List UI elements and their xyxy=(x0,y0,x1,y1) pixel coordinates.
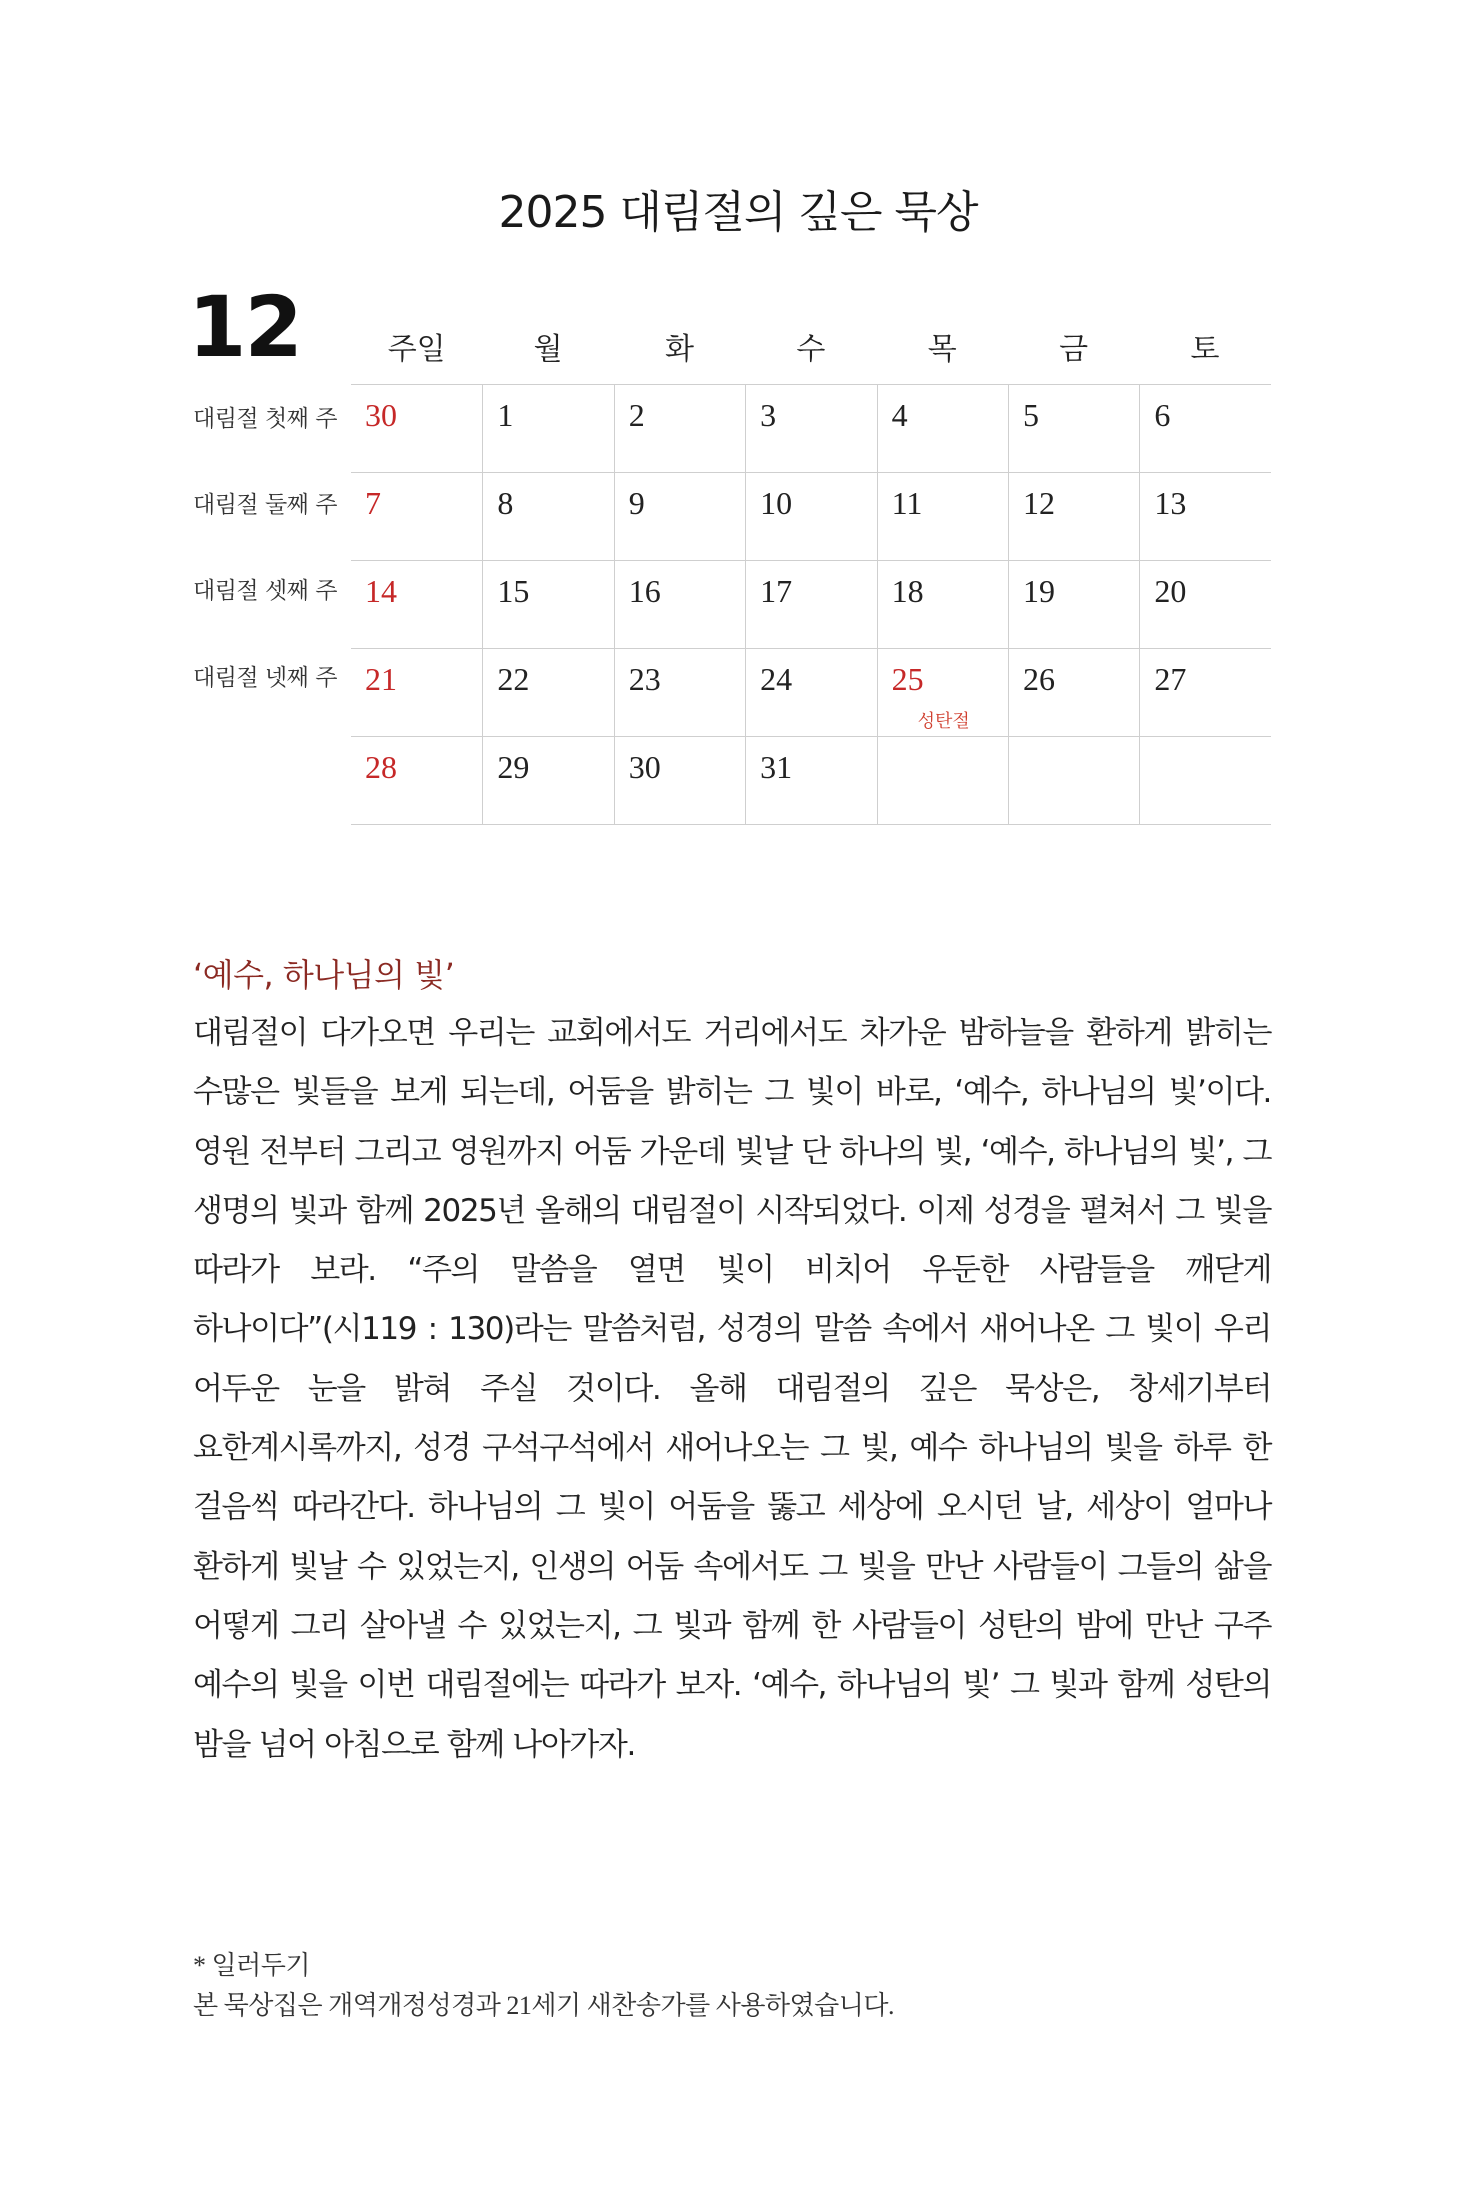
day-cell xyxy=(1008,561,1139,648)
weekday-tuesday: 화 xyxy=(664,332,694,367)
essay-section xyxy=(193,950,1271,1775)
day-number: 7 xyxy=(365,485,381,521)
weekday-saturday: 토 xyxy=(1190,332,1220,367)
day-number: 18 xyxy=(891,573,924,609)
day-cell xyxy=(877,561,1008,648)
calendar-week-2 xyxy=(351,473,1271,561)
day-number: 1 xyxy=(497,397,514,433)
day-number: 3 xyxy=(760,397,777,433)
day-cell xyxy=(482,385,613,472)
day-number: 19 xyxy=(1022,573,1055,609)
day-number: 6 xyxy=(1154,397,1171,433)
day-number: 29 xyxy=(497,749,530,785)
day-cell-empty xyxy=(1008,737,1139,824)
day-number: 14 xyxy=(365,573,397,609)
day-cell xyxy=(351,385,482,472)
day-cell xyxy=(614,561,745,648)
day-number: 23 xyxy=(628,661,661,697)
day-number: 22 xyxy=(497,661,530,697)
notes-text: 본 묵상집은 개역개정성경과 21세기 새찬송가를 사용하였습니다. xyxy=(193,1991,895,2020)
weekday-sunday: 주일 xyxy=(387,332,446,367)
day-cell xyxy=(1139,649,1270,736)
day-number: 30 xyxy=(365,397,397,433)
day-cell-christmas xyxy=(877,649,1008,736)
day-cell xyxy=(614,737,745,824)
day-number: 16 xyxy=(628,573,661,609)
day-number: 11 xyxy=(891,485,923,521)
day-cell xyxy=(614,473,745,560)
day-cell-empty xyxy=(877,737,1008,824)
notes-heading: * 일러두기 xyxy=(193,1951,310,1980)
day-cell-empty xyxy=(1139,737,1270,824)
page-title: 2025 대림절의 깊은 묵상 xyxy=(498,187,978,238)
week-label-3: 대림절 셋째 주 xyxy=(193,578,337,604)
weekday-wednesday: 수 xyxy=(796,332,826,367)
day-cell xyxy=(1008,649,1139,736)
notes-section xyxy=(193,1946,894,2026)
day-cell xyxy=(1139,561,1270,648)
day-cell xyxy=(351,561,482,648)
day-cell xyxy=(351,473,482,560)
calendar-week-5 xyxy=(351,737,1271,825)
day-number: 26 xyxy=(1022,661,1055,697)
day-cell xyxy=(482,649,613,736)
day-cell xyxy=(745,649,876,736)
day-cell xyxy=(614,385,745,472)
day-number: 5 xyxy=(1022,397,1039,433)
day-number: 15 xyxy=(497,573,530,609)
day-number: 13 xyxy=(1154,485,1187,521)
calendar-week-4 xyxy=(351,649,1271,737)
day-cell xyxy=(482,561,613,648)
day-number: 24 xyxy=(760,661,793,697)
day-number: 9 xyxy=(628,485,645,521)
day-cell xyxy=(351,737,482,824)
day-cell xyxy=(1008,473,1139,560)
weekday-monday: 월 xyxy=(533,332,563,367)
weekday-friday: 금 xyxy=(1059,332,1089,367)
day-number: 12 xyxy=(1022,485,1055,521)
day-cell xyxy=(745,385,876,472)
day-cell xyxy=(482,473,613,560)
day-number: 20 xyxy=(1154,573,1187,609)
day-number: 30 xyxy=(628,749,661,785)
month-number: 12 xyxy=(188,278,301,376)
weekday-header-row xyxy=(351,316,1271,385)
christmas-note: 성탄절 xyxy=(917,711,970,732)
day-number: 17 xyxy=(760,573,793,609)
day-number: 8 xyxy=(497,485,514,521)
essay-body: 대림절이 다가오면 우리는 교회에서도 거리에서도 차가운 밤하늘을 환하게 밝히는 수많은 빛들을 보게 되는데, 어둠을 밝히는 그 빛이 바로, ‘예수, 하나님의 빛’이다. 영원 전부터 그리고 영원까지 어둠 가운데 빛날 단 하나의 빛, ‘예수, 하나님의 빛’, 그 생명의 빛과 함께 2025년 올해의 대림절이 시작되었다. 이제 성경을 펼쳐서 그 빛을 따라가 보라. “주의 말씀을 열면 빛이 비치어 우둔한 사람들을 깨닫게 하나이다”(시119 : 130)라는 말씀처럼, 성경의 말씀 속에서 새어나온 그 빛이 우리 어두운 눈을 밝혀 주실 것이다. 올해 대림절의 깊은 묵상은, 창세기부터 요한계시록까지, 성경 구석구석에서 새어나오는 그 빛, 예수 하나님의 빛을 하루 한 걸음씩 따라간다. 하나님의 그 빛이 어둠을 뚫고 세상에 오시던 날, 세상이 얼마나 환하게 빛날 수 있었는지, 인생의 어둠 속에서도 그 빛을 만난 사람들이 그들의 삶을 어떻게 그리 살아낼 수 있었는지, 그 빛과 함께 한 사람들이 성탄의 밤에 만난 구주 예수의 빛을 이번 대림절에는 따라가 보자. ‘예수, 하나님의 빛’ 그 빛과 함께 성탄의 밤을 넘어 아침으로 함께 나아가자. xyxy=(193,1015,1271,1763)
week-label-4: 대림절 넷째 주 xyxy=(193,665,337,691)
day-number: 31 xyxy=(760,749,793,785)
day-number: 27 xyxy=(1154,661,1187,697)
day-cell xyxy=(614,649,745,736)
day-number: 4 xyxy=(891,397,908,433)
day-cell xyxy=(745,473,876,560)
day-cell xyxy=(877,385,1008,472)
calendar-grid xyxy=(351,316,1271,825)
week-label-1: 대림절 첫째 주 xyxy=(193,406,337,432)
week-label-2: 대림절 둘째 주 xyxy=(193,492,337,518)
day-cell xyxy=(1139,473,1270,560)
day-cell xyxy=(745,737,876,824)
day-cell xyxy=(1008,385,1139,472)
day-cell xyxy=(482,737,613,824)
essay-title: ‘예수, 하나님의 빛’ xyxy=(193,956,455,994)
calendar-week-3 xyxy=(351,561,1271,649)
day-number: 2 xyxy=(628,397,645,433)
weekday-thursday: 목 xyxy=(927,332,957,367)
day-cell xyxy=(1139,385,1270,472)
day-number: 25 xyxy=(891,661,924,697)
day-cell xyxy=(351,649,482,736)
day-cell xyxy=(877,473,1008,560)
day-cell xyxy=(745,561,876,648)
calendar-week-1 xyxy=(351,385,1271,473)
day-number: 21 xyxy=(365,661,397,697)
day-number: 28 xyxy=(365,749,397,785)
day-number: 10 xyxy=(760,485,793,521)
